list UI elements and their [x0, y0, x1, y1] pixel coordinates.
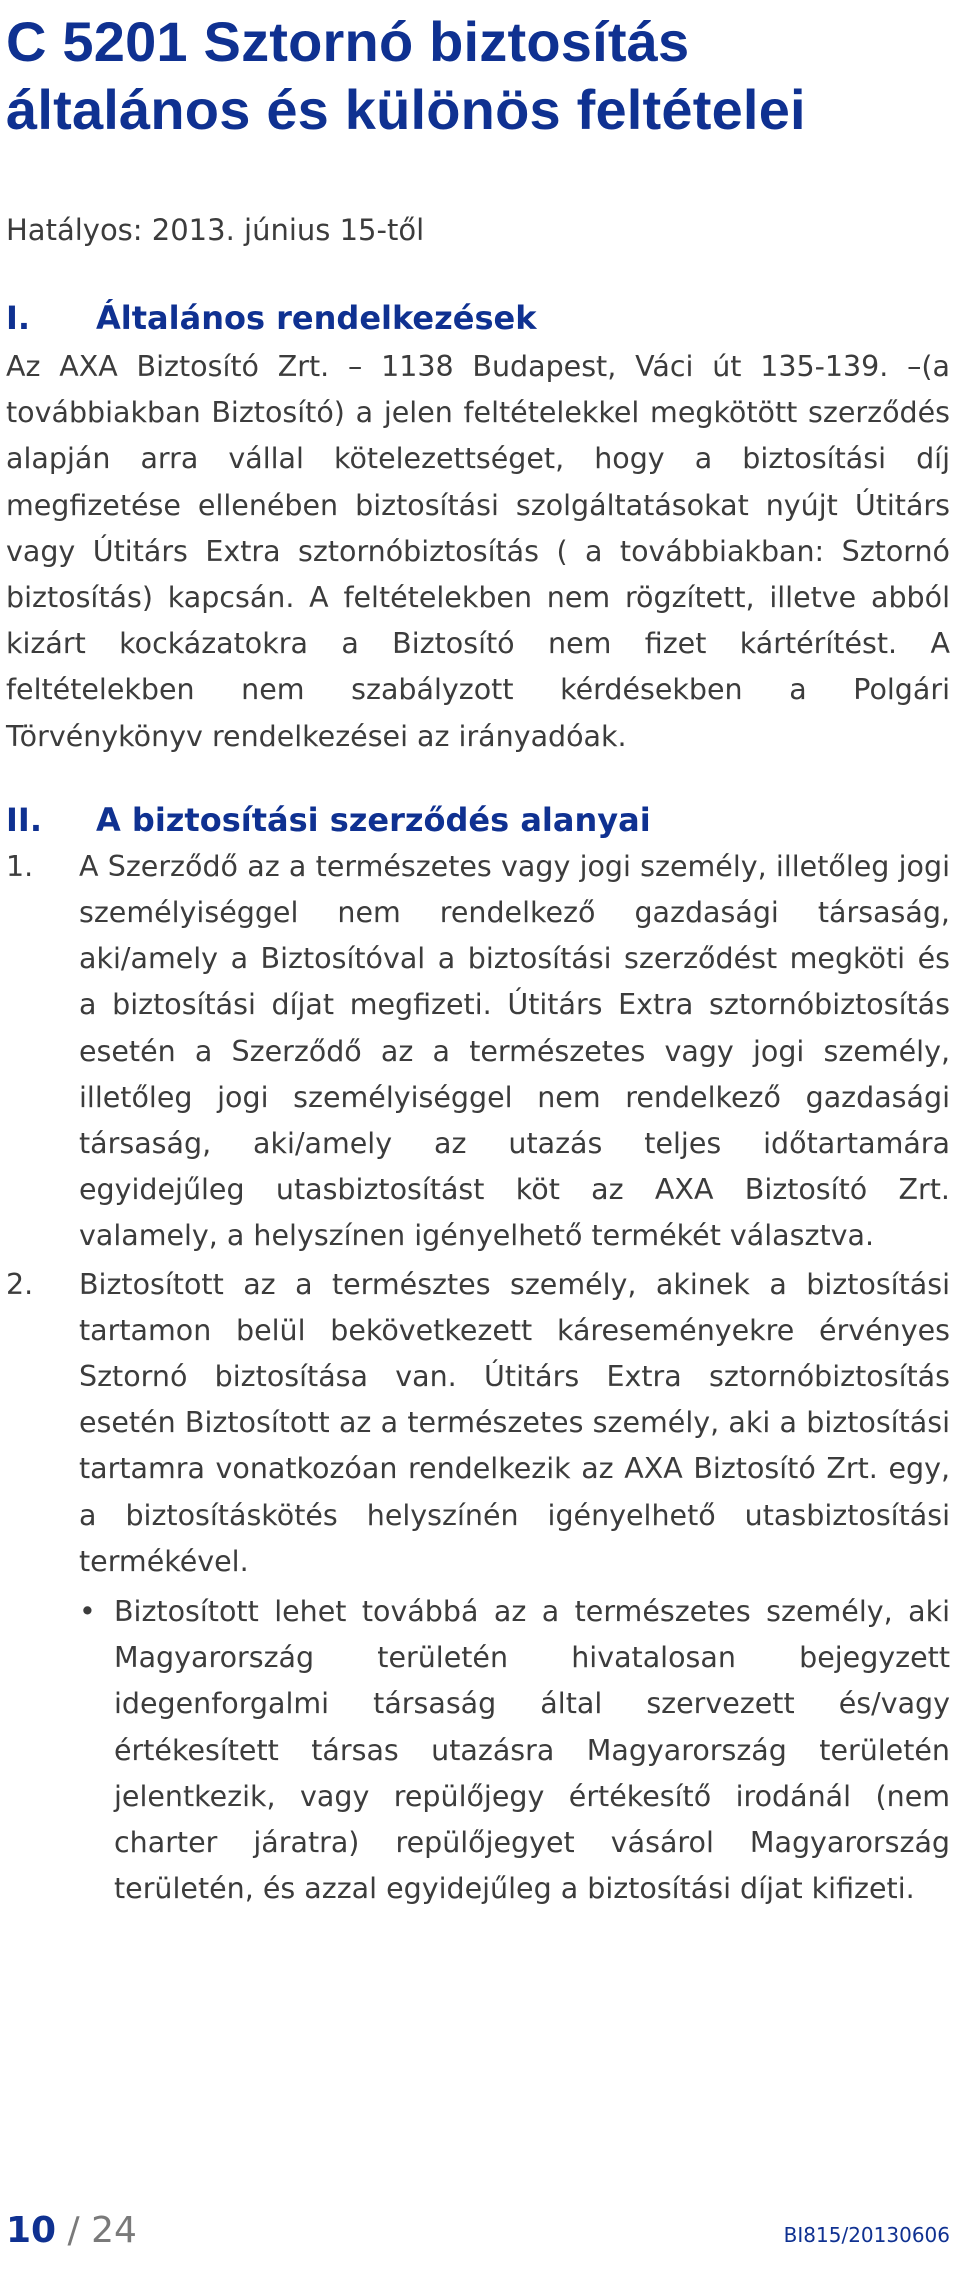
section-1-heading	[6, 296, 950, 340]
section-2-number: II.	[6, 800, 42, 839]
page-total: 24	[91, 2210, 137, 2251]
section-2-heading	[6, 798, 950, 842]
list-item-text: A Szerződő az a természetes vagy jogi személy, illetőleg jogi személyiséggel nem rendelkező gazdasági társaság, aki/amely a Biztosítóval a biztosítási szerződést megköti és a biztosítási díjat megfizeti. Útitárs Extra sztornóbiztosítás esetén a Szerződő az a természetes vagy jogi személy, illetőleg jogi személyiséggel nem rendelkező gazdasági társaság, aki/amely az utazás teljes időtartamára egyidejűleg utasbiztosítást köt az AXA Biztosító Zrt. valamely, a helyszínen igényelhető termékét választva.	[79, 849, 950, 1253]
title-line-2: általános és különös feltételei	[6, 78, 806, 141]
bullet-item	[79, 1589, 950, 1912]
page-footer	[6, 2210, 950, 2251]
title-line-1: C 5201 Sztornó biztosítás	[6, 10, 690, 73]
list-item	[6, 1262, 950, 1585]
list-item-number: 1.	[6, 849, 34, 883]
section-1-number: I.	[6, 299, 31, 337]
bullet-icon: •	[79, 1595, 96, 1629]
document-code: BI815/20130606	[783, 2223, 950, 2247]
page-separator: /	[56, 2210, 92, 2251]
list-item-number: 2.	[6, 1267, 34, 1301]
section-1-title: Általános rendelkezések	[96, 299, 537, 337]
document-page	[6, 0, 950, 1913]
section-2-title: A biztosítási szerződés alanyai	[96, 800, 651, 839]
section-1-text: Az AXA Biztosító Zrt. – 1138 Budapest, Váci út 135-139. –(a továbbiakban Biztosító) a jelen feltételekkel megkötött szerződés alapján arra vállal kötelezettséget, hogy a biztosítási díj megfizetése ellenében biztosítási szolgáltatásokat nyújt Útitárs vagy Útitárs Extra sztornóbiztosítás ( a továbbiakban: Sztornó biztosítás) kapcsán. A feltételekben nem rögzített, illetve abból kizárt kockázatokra a Biztosító nem fizet kártérítést. A feltételekben nem szabályzott kérdésekben a Polgári Törvénykönyv rendelkezései az irányadóak.	[6, 350, 950, 753]
effective-date: Hatályos: 2013. június 15-től	[6, 213, 425, 247]
document-title	[6, 0, 950, 144]
list-item-text: Biztosított az a természtes személy, akinek a biztosítási tartamon belül bekövetkezett káreseményekre érvényes Sztornó biztosítása van. Útitárs Extra sztornóbiztosítás esetén Biztosított az a természetes személy, aki a biztosítási tartamra vonatkozóan rendelkezik az AXA Biztosító Zrt. egy, a biztosításkötés helyszínén igényelhető utasbiztosítási termékével.	[79, 1267, 950, 1578]
page-current: 10	[6, 2210, 57, 2251]
list-item	[6, 844, 950, 1260]
page-number	[6, 2210, 137, 2251]
bullet-text: Biztosított lehet továbbá az a természetes személy, aki Magyarország területén hivatalosan bejegyzett idegenforgalmi társaság által szervezett és/vagy értékesített társas utazásra Magyarország területén jelentkezik, vagy repülőjegy értékesítő irodánál (nem charter járatra) repülőjegyet vásárol Magyarország területén, és azzal egyidejűleg a biztosítási díjat kifizeti.	[114, 1595, 950, 1906]
